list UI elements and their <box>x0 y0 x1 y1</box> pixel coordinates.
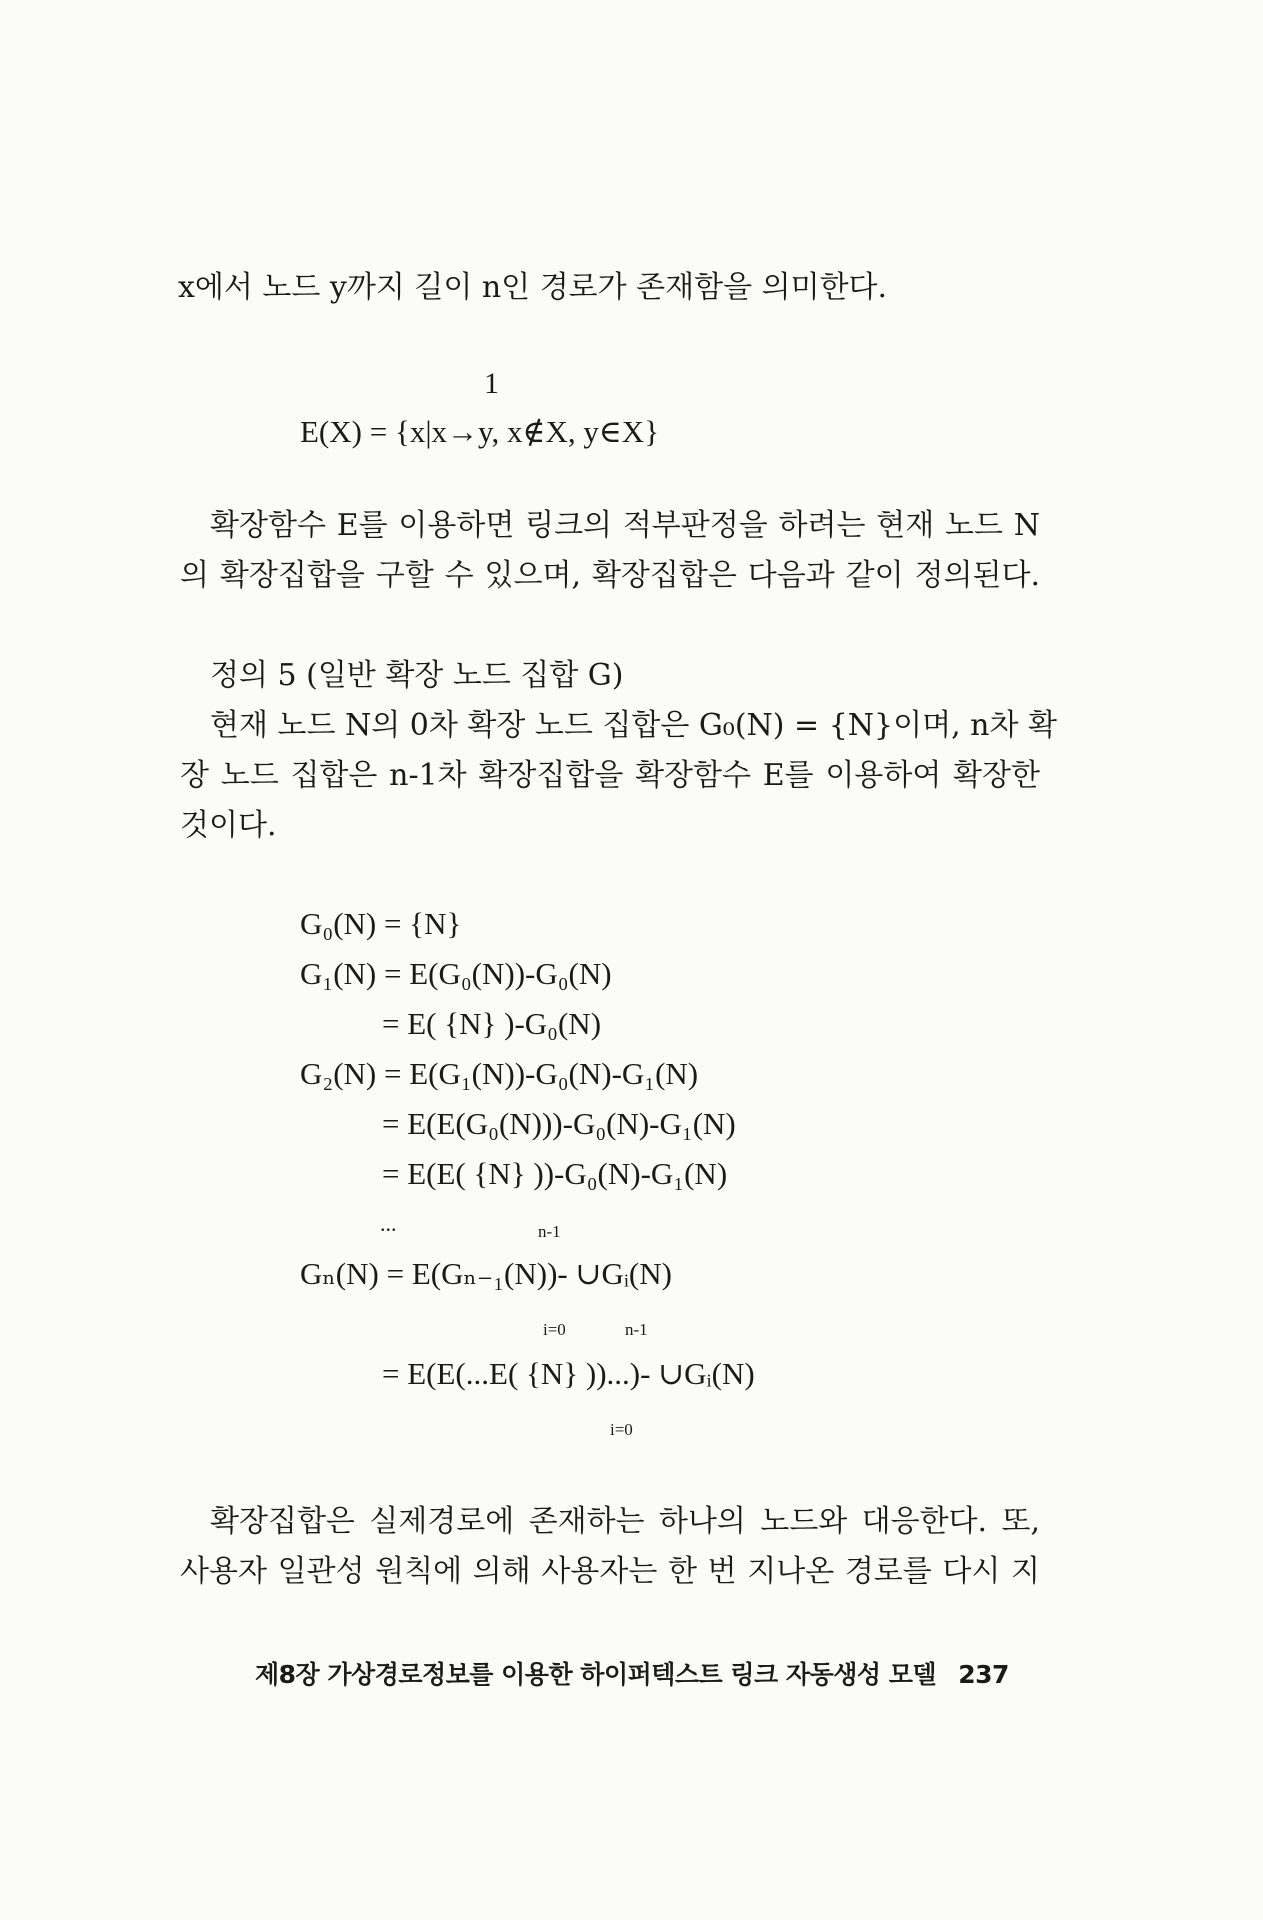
formula-e-expression: E(X) = {x|x→y, x∉X, y∈X} <box>300 414 660 449</box>
formula-g1: G₁(N) = E(G₀(N))-G₀(N) <box>300 956 612 991</box>
formula-gn-lower-limit: i=0 <box>543 1320 566 1339</box>
formula-gnb-lower-limit: i=0 <box>610 1420 633 1439</box>
para4-line-1: 확장집합은 실제경로에 존재하는 하나의 노드와 대응한다. 또, <box>210 1504 1040 1539</box>
formula-g2: G₂(N) = E(G₁(N))-G₀(N)-G₁(N) <box>300 1056 699 1091</box>
page-number: 237 <box>958 1660 1009 1689</box>
formula-gn-cont: = E(E(...E( {N} ))...)- ∪Gᵢ(N) <box>382 1356 755 1391</box>
body-line-1: x에서 노드 y까지 길이 n인 경로가 존재함을 의미한다. <box>178 270 888 305</box>
running-footer <box>255 1658 1015 1692</box>
definition-line-3: 것이다. <box>180 808 277 843</box>
definition-line-2: 장 노드 집합은 n-1차 확장집합을 확장함수 E를 이용하여 확장한 <box>180 758 1040 793</box>
formula-g1-cont: = E( {N} )-G₀(N) <box>382 1006 602 1041</box>
formula-g2-cont-2: = E(E( {N} ))-G₀(N)-G₁(N) <box>382 1156 728 1191</box>
formula-e-superscript: 1 <box>484 367 499 400</box>
formula-g2-cont-1: = E(E(G₀(N)))-G₀(N)-G₁(N) <box>382 1106 736 1141</box>
para2-line-2: 의 확장집합을 구할 수 있으며, 확장집합은 다음과 같이 정의된다. <box>180 558 1040 593</box>
formula-gnb-upper-limit: n-1 <box>625 1320 648 1339</box>
formula-g0: G₀(N) = {N} <box>300 906 462 941</box>
formula-gn-upper-limit: n-1 <box>538 1222 561 1241</box>
formula-gn: Gₙ(N) = E(Gₙ₋₁(N))- ∪Gᵢ(N) <box>300 1256 672 1291</box>
footer-chapter-title: 제8장 가상경로정보를 이용한 하이퍼텍스트 링크 자동생성 모델 <box>255 1660 937 1689</box>
definition-title: 정의 5 (일반 확장 노드 집합 G) <box>210 658 624 693</box>
para4-line-2: 사용자 일관성 원칙에 의해 사용자는 한 번 지나온 경로를 다시 지 <box>180 1554 1040 1589</box>
formula-ellipsis: ... <box>380 1211 397 1236</box>
definition-line-1: 현재 노드 N의 0차 확장 노드 집합은 G₀(N) = {N}이며, n차 확 <box>210 708 1057 743</box>
para2-line-1: 확장함수 E를 이용하면 링크의 적부판정을 하려는 현재 노드 N <box>210 508 1040 543</box>
